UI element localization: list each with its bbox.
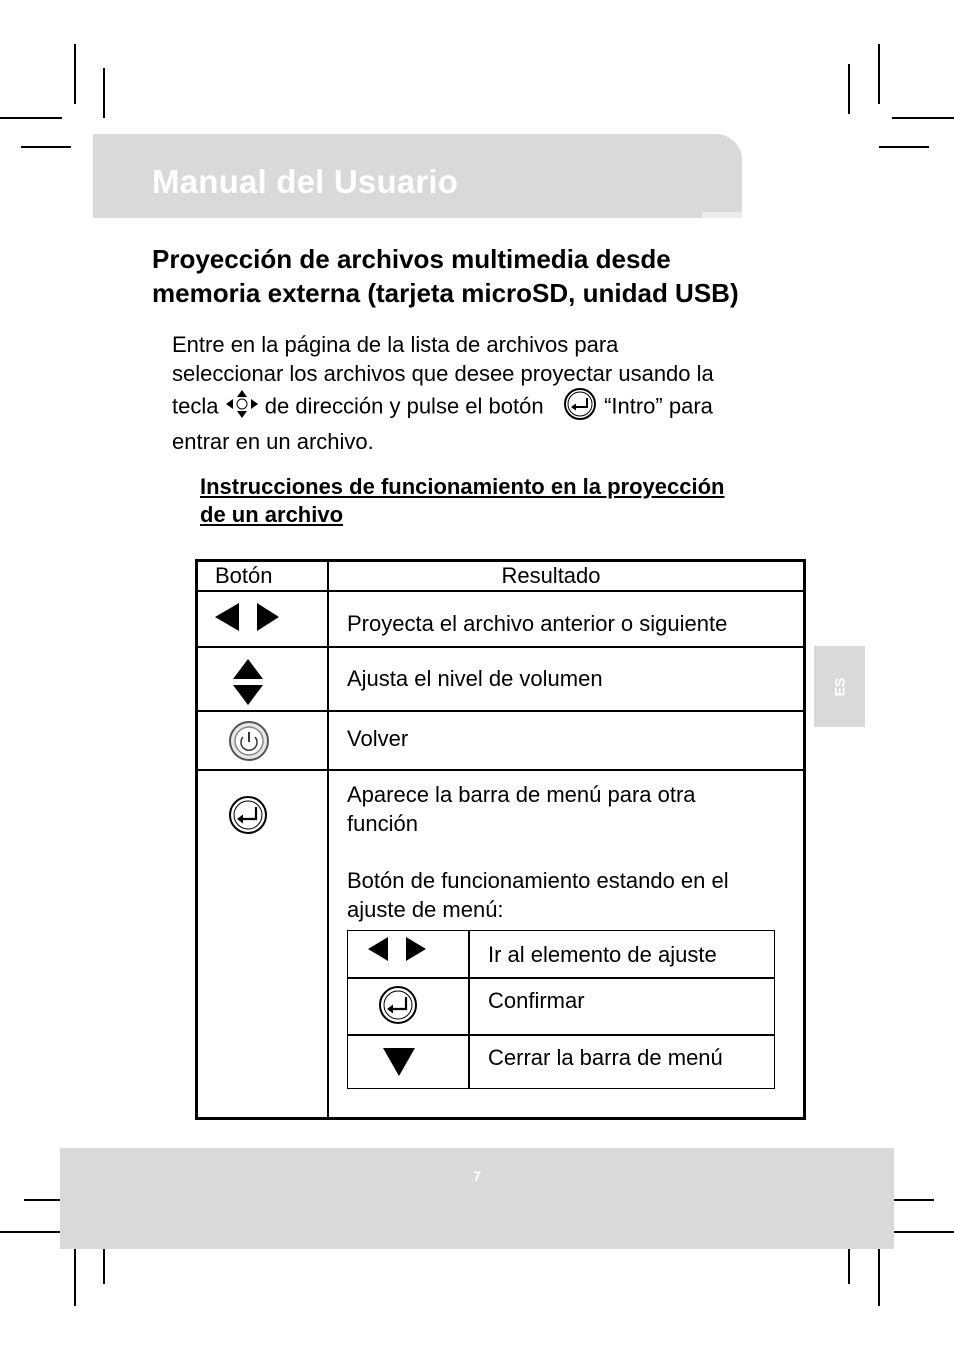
crop-mark — [74, 1249, 76, 1306]
page-number: 7 — [473, 1168, 481, 1184]
table-divider — [195, 646, 806, 648]
footer-band — [60, 1148, 894, 1249]
crop-mark — [894, 1231, 954, 1233]
crop-mark — [848, 64, 850, 114]
table-divider — [347, 977, 775, 979]
section-heading-line: memoria externa (tarjeta microSD, unidad USB) — [152, 278, 739, 308]
enter-icon — [562, 388, 598, 427]
language-tab-label: ES — [831, 677, 848, 696]
crop-mark — [848, 1249, 850, 1284]
crop-mark — [74, 44, 76, 104]
result-text-line: Botón de funcionamiento estando en el — [347, 868, 729, 893]
sub-result-text: Confirmar — [488, 988, 585, 1013]
enter-icon — [378, 985, 418, 1030]
result-text — [347, 780, 787, 838]
crop-mark — [24, 1199, 60, 1201]
column-header-result: Resultado — [501, 563, 601, 588]
table-divider — [468, 930, 470, 1089]
power-return-icon — [228, 720, 270, 767]
crop-mark — [21, 146, 71, 148]
result-text-line: función — [347, 811, 418, 836]
down-arrow-icon — [381, 1046, 417, 1083]
direction-pad-icon — [225, 389, 259, 426]
section-heading — [152, 242, 852, 310]
section-heading-line: Proyección de archivos multimedia desde — [152, 244, 671, 274]
crop-mark — [878, 1249, 880, 1306]
sub-result-text: Cerrar la barra de menú — [488, 1045, 723, 1070]
crop-mark — [879, 146, 929, 148]
result-text — [347, 866, 787, 924]
enter-icon — [228, 795, 268, 840]
crop-mark — [103, 1249, 105, 1284]
language-tab — [814, 646, 865, 727]
crop-mark — [894, 1199, 934, 1201]
instructions-heading-line: de un archivo — [200, 502, 344, 527]
up-down-arrows-icon — [231, 657, 265, 712]
table-divider — [347, 1034, 775, 1036]
intro-line: seleccionar los archivos que desee proyectar usando la — [172, 361, 714, 386]
crop-mark — [0, 117, 62, 119]
result-text: Proyecta el archivo anterior o siguiente — [347, 611, 728, 636]
column-header-button: Botón — [215, 563, 273, 588]
intro-line: “Intro” para — [604, 393, 713, 419]
table-divider — [195, 710, 806, 712]
manual-title: Manual del Usuario — [152, 163, 459, 200]
instructions-heading-line: Instrucciones de funcionamiento en la proyección — [200, 474, 725, 499]
intro-line: de dirección y pulse el botón — [264, 393, 544, 419]
intro-paragraph — [172, 330, 812, 456]
result-text: Volver — [347, 726, 409, 751]
left-right-arrows-icon — [366, 935, 428, 968]
left-right-arrows-icon — [213, 600, 283, 639]
result-text-line: Aparece la barra de menú para otra — [347, 782, 696, 807]
intro-line: Entre en la página de la lista de archivos para — [172, 332, 619, 357]
table-divider — [195, 590, 806, 592]
sub-result-text: Ir al elemento de ajuste — [488, 942, 717, 967]
crop-mark — [0, 1231, 60, 1233]
crop-mark — [892, 117, 954, 119]
intro-line: entrar en un archivo. — [172, 429, 374, 454]
table-divider — [327, 559, 329, 1120]
intro-line: tecla — [172, 393, 219, 419]
crop-mark — [103, 68, 105, 118]
instructions-heading — [200, 473, 810, 529]
result-text: Ajusta el nivel de volumen — [347, 666, 603, 691]
crop-mark — [878, 44, 880, 104]
table-divider — [195, 769, 806, 771]
result-text-line: ajuste de menú: — [347, 897, 504, 922]
